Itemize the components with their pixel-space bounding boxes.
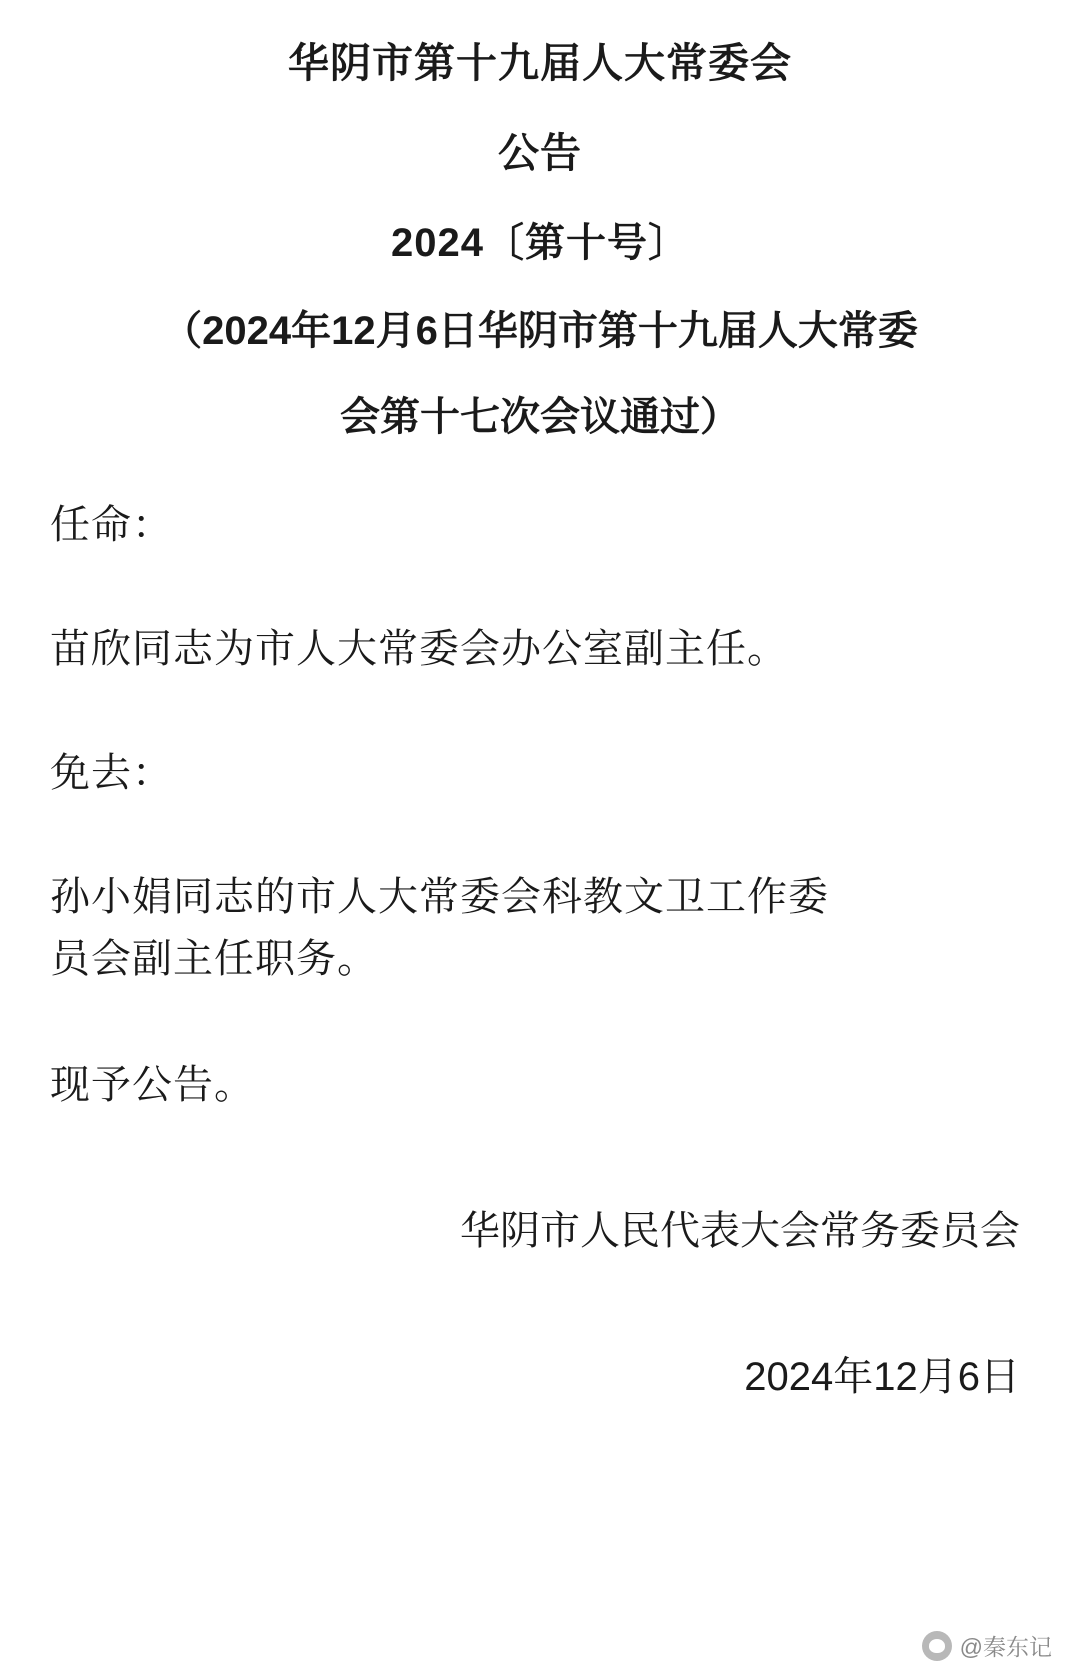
document-subtitle-line-1: （2024年12月6日华阴市第十九届人大常委 (162, 309, 918, 353)
document-body (50, 494, 1030, 1408)
signature-spacer (50, 1116, 1030, 1200)
watermark-label: @秦东记 (959, 1634, 1052, 1660)
removal-content-line-2: 员会副主任职务。 (50, 937, 378, 981)
document-title-line-1: 华阴市第十九届人大常委会 (288, 40, 792, 86)
weibo-logo-icon (922, 1631, 952, 1661)
document-title-line-2: 公告 (498, 130, 582, 176)
appointment-label: 任命： (50, 503, 173, 547)
appointment-content: 苗欣同志为市人大常委会办公室副主任。 (50, 627, 788, 671)
issuing-authority: 华阴市人民代表大会常务委员会 (460, 1209, 1020, 1253)
document-title-number: 2024〔第十号〕 (391, 221, 689, 265)
document-subtitle-line-2: 会第十七次会议通过） (340, 395, 740, 439)
announcement-closing: 现予公告。 (50, 1063, 255, 1107)
document-title-block (50, 18, 1030, 460)
issue-date: 2024年12月6日 (744, 1355, 1020, 1399)
watermark (922, 1629, 1052, 1662)
date-spacer (50, 1262, 1030, 1346)
removal-content-line-1: 孙小娟同志的市人大常委会科教文卫工作委 (50, 875, 829, 919)
removal-label: 免去： (50, 751, 173, 795)
